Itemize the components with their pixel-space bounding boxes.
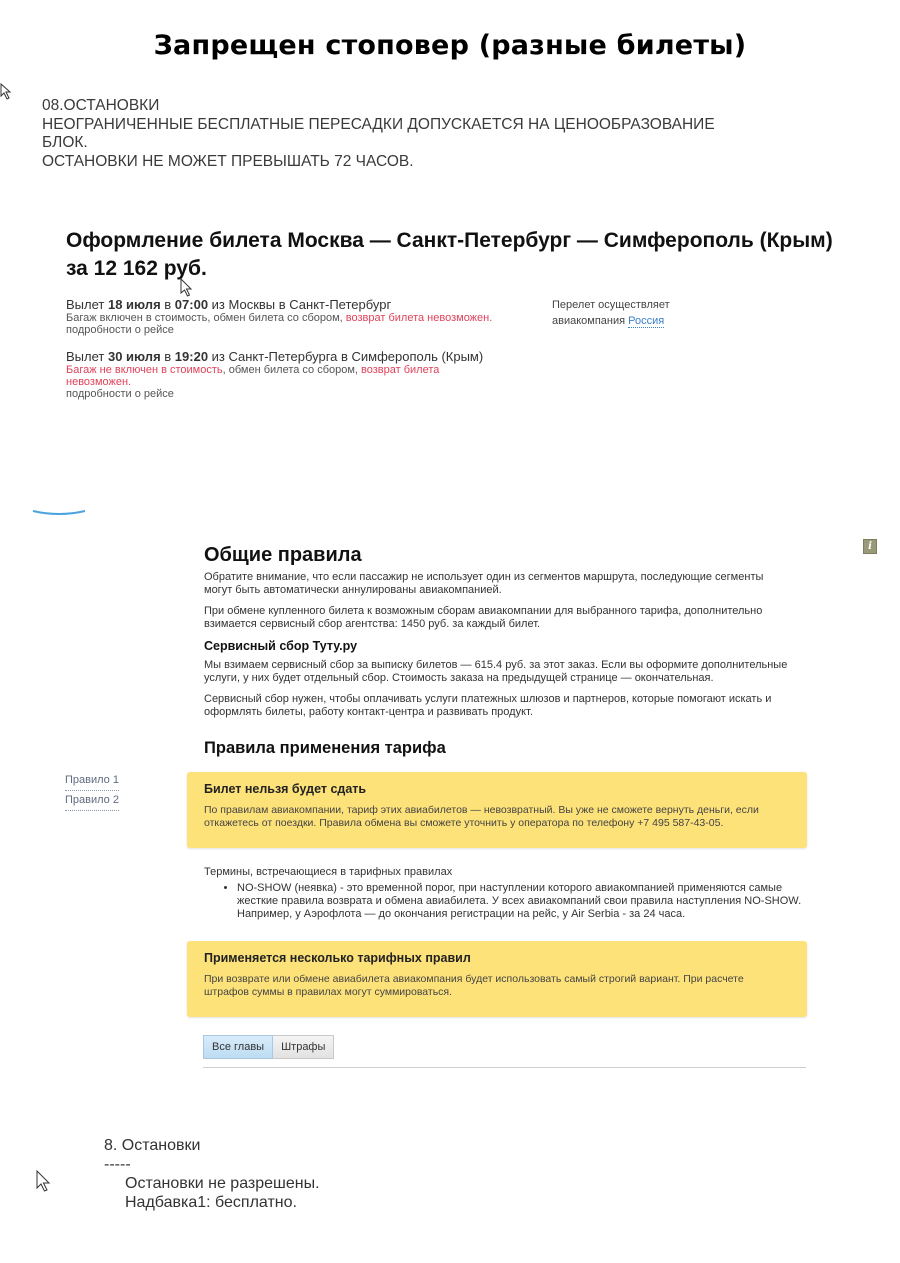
decorative-arc [32,508,86,518]
non-refundable-warning [187,772,807,848]
stopover-rules-block [42,97,715,171]
rule-nav [65,771,119,811]
tab-penalties[interactable]: Штрафы [273,1035,334,1059]
cursor-icon [180,278,194,298]
flight-details-link[interactable]: подробности о рейсе [66,388,174,400]
stopover-heading: 8. Остановки [104,1137,201,1154]
rule-tabs [203,1035,334,1059]
tariff-rules-title: Правила применения тарифа [204,739,446,757]
stopover-line: Остановки не разрешены. [125,1175,320,1192]
rules-paragraph: Обратите внимание, что если пассажир не использует один из сегментов маршрута, последующие сегменты могут быть автоматически аннулированы авиакомпанией. [204,571,764,596]
stopover-line: БЛОК. [42,134,88,151]
warning-body: При возврате или обмене авиабилета авиакомпания будет использовать самый строгий вариант. При расчете штрафов суммы в правилах могут суммироваться. [204,973,744,998]
ticket-title: Оформление билета Москва — Санкт-Петербург — Симферополь (Крым) за 12 162 руб. [66,229,833,280]
warning-title: Применяется несколько тарифных правил [204,951,471,965]
stopover-rules-block-2 [104,1136,320,1212]
terms-block [204,866,804,921]
divider [203,1067,806,1068]
tab-all-chapters[interactable]: Все главы [203,1035,273,1059]
stopover-line: Надбавка1: бесплатно. [125,1194,297,1211]
warning-title: Билет нельзя будет сдать [204,782,367,796]
general-rules-title: Общие правила [204,544,362,566]
rule-link-2[interactable]: Правило 2 [65,791,119,811]
segment-conditions: Багаж включен в стоимость, обмен билета со сбором, возврат билета невозможен. [66,312,493,324]
rules-paragraph: При обмене купленного билета к возможным сборам авиакомпании для выбранного тарифа, дополнительно взимается сервисный сбор агентства: 1450 руб. за каждый билет. [204,605,763,630]
rules-paragraph: Сервисный сбор нужен, чтобы оплачивать услуги платежных шлюзов и партнеров, которые помогают искать и оформлять билеты, работу контакт-центра и развивать продукт. [204,693,772,718]
info-icon[interactable]: i [863,539,877,554]
multiple-rules-warning [187,941,807,1017]
flight-segment-2 [66,349,486,400]
flight-segment-1 [66,297,536,336]
warning-body: По правилам авиакомпании, тариф этих авиабилетов — невозвратный. Вы уже не сможете вернуть деньги, если откажетесь от поездки. Правила обмена вы сможете уточнить у оператора по телефону +7 495 587-43-05. [204,804,759,829]
segment-conditions: Багаж не включен в стоимость, обмен билета со сбором, возврат билета невозможен. [66,364,440,388]
segment-departure: Вылет 18 июля в 07:00 из Москвы в Санкт-Петербург [66,297,392,312]
rule-link-1[interactable]: Правило 1 [65,771,119,791]
stopover-line: 08.ОСТАНОВКИ [42,97,160,114]
cursor-icon [0,82,16,102]
segment-departure: Вылет 30 июля в 19:20 из Санкт-Петербурга в Симферополь (Крым) [66,349,484,364]
terms-item: • NO-SHOW (неявка) - это временной порог, при наступлении которого авиакомпанией применяются самые жесткие правила возврата и обмена авиабилета. У всех авиакомпаний свои правила наступления NO-SHOW. Например, у Аэрофлота — до окончания регистрации на рейс, у Air Serbia - за 24 часа. [237,882,804,921]
carrier-link[interactable]: Россия [628,315,665,327]
flight-details-link[interactable]: подробности о рейсе [66,324,174,336]
cursor-icon [36,1170,52,1194]
service-fee-title: Сервисный сбор Туту.ру [204,639,358,653]
terms-title: Термины, встречающиеся в тарифных правилах [204,866,453,878]
page-title: Запрещен стоповер (разные билеты) [153,30,747,61]
stopover-divider: ----- [104,1156,131,1173]
stopover-line: ОСТАНОВКИ НЕ МОЖЕТ ПРЕВЫШАТЬ 72 ЧАСОВ. [42,152,414,170]
rules-paragraph: Мы взимаем сервисный сбор за выписку билетов — 615.4 руб. за этот заказ. Если вы оформите дополнительные услуги, у них будет отдельный сбор. Стоимость заказа на предыдущей странице — окончательная. [204,659,788,684]
carrier-info: Перелет осуществляет авиакомпания Россия [552,299,670,327]
stopover-line: НЕОГРАНИЧЕННЫЕ БЕСПЛАТНЫЕ ПЕРЕСАДКИ ДОПУСКАЕТСЯ НА ЦЕНООБРАЗОВАНИЕ [42,115,715,133]
